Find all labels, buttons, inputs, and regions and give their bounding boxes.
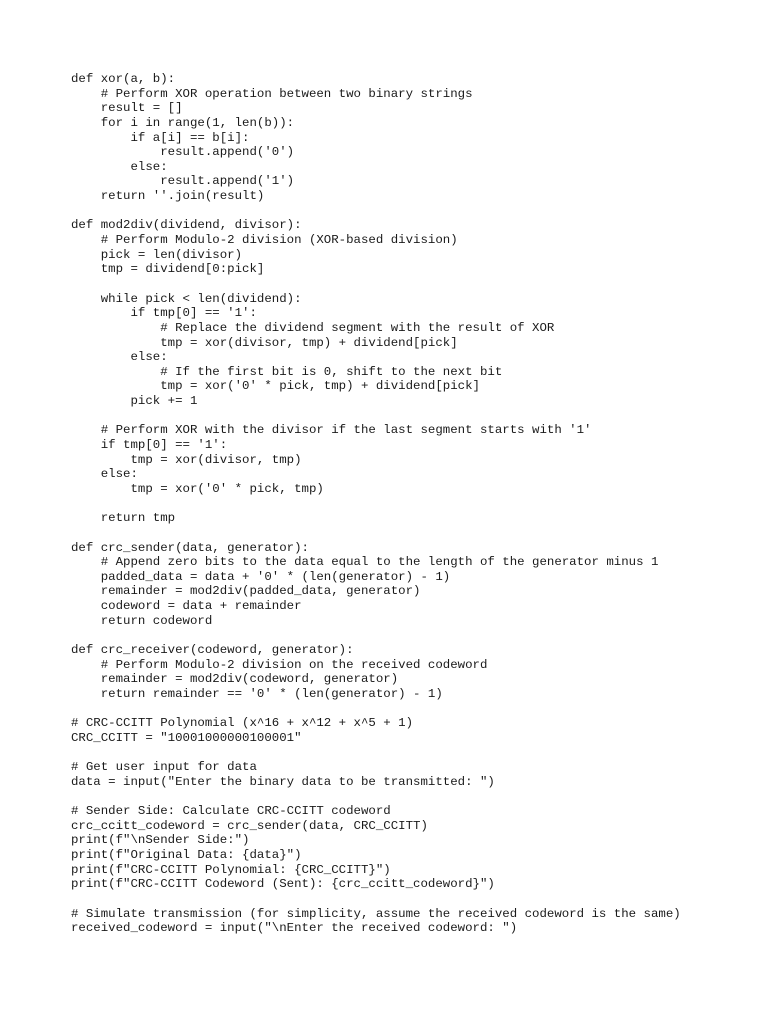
code-line: while pick < len(dividend):: [71, 291, 302, 306]
code-line: print(f"Original Data: {data}"): [71, 847, 302, 862]
code-line: result.append('1'): [71, 174, 295, 189]
code-line: tmp = dividend[0:pick]: [71, 262, 265, 277]
code-line: data = input("Enter the binary data to be transmitted: "): [71, 774, 495, 789]
code-line: def crc_sender(data, generator):: [71, 540, 309, 555]
blank-line: [71, 526, 751, 541]
blank-line: [71, 702, 751, 717]
code-line: # CRC-CCITT Polynomial (x^16 + x^12 + x^5 + 1): [71, 716, 414, 731]
code-line: CRC_CCITT = "10001000000100001": [71, 730, 302, 745]
code-line: else:: [71, 350, 168, 365]
code-line: for i in range(1, len(b)):: [71, 115, 295, 130]
code-line: return ''.join(result): [71, 189, 265, 204]
code-line: # Append zero bits to the data equal to the length of the generator minus 1: [71, 555, 659, 570]
code-line: codeword = data + remainder: [71, 599, 302, 614]
code-line: # If the first bit is 0, shift to the next bit: [71, 364, 503, 379]
code-line: # Perform XOR with the divisor if the last segment starts with '1': [71, 423, 592, 438]
code-line: def crc_receiver(codeword, generator):: [71, 642, 354, 657]
blank-line: [71, 892, 751, 907]
code-line: tmp = xor('0' * pick, tmp): [71, 481, 324, 496]
code-line: if a[i] == b[i]:: [71, 130, 250, 145]
code-line: return codeword: [71, 613, 213, 628]
blank-line: [71, 497, 751, 512]
code-line: tmp = xor('0' * pick, tmp) + dividend[pick]: [71, 379, 480, 394]
code-line: padded_data = data + '0' * (len(generator) - 1): [71, 569, 451, 584]
code-line: return tmp: [71, 511, 176, 526]
code-line: if tmp[0] == '1':: [71, 306, 257, 321]
code-line: else:: [71, 467, 138, 482]
blank-line: [71, 277, 751, 292]
code-line: print(f"CRC-CCITT Codeword (Sent): {crc_ccitt_codeword}"): [71, 877, 495, 892]
blank-line: [71, 628, 751, 643]
blank-line: [71, 204, 751, 219]
code-line: return remainder == '0' * (len(generator) - 1): [71, 686, 443, 701]
code-line: pick = len(divisor): [71, 247, 243, 262]
code-line: pick += 1: [71, 394, 198, 409]
code-line: print(f"\nSender Side:"): [71, 833, 250, 848]
code-line: # Perform XOR operation between two binary strings: [71, 86, 473, 101]
code-line: # Perform Modulo-2 division (XOR-based division): [71, 233, 458, 248]
code-line: else:: [71, 159, 168, 174]
code-line: result.append('0'): [71, 145, 295, 160]
blank-line: [71, 409, 751, 424]
code-line: result = []: [71, 101, 183, 116]
code-line: def mod2div(dividend, divisor):: [71, 218, 302, 233]
code-line: tmp = xor(divisor, tmp) + dividend[pick]: [71, 335, 458, 350]
code-block: [71, 72, 751, 936]
code-line: tmp = xor(divisor, tmp): [71, 452, 302, 467]
code-line: crc_ccitt_codeword = crc_sender(data, CRC_CCITT): [71, 818, 428, 833]
code-line: # Perform Modulo-2 division on the received codeword: [71, 657, 488, 672]
code-line: remainder = mod2div(padded_data, generator): [71, 584, 421, 599]
code-line: # Sender Side: Calculate CRC-CCITT codeword: [71, 804, 391, 819]
code-line: # Replace the dividend segment with the result of XOR: [71, 320, 555, 335]
code-line: received_codeword = input("\nEnter the received codeword: "): [71, 921, 518, 936]
code-line: print(f"CRC-CCITT Polynomial: {CRC_CCITT}"): [71, 862, 391, 877]
blank-line: [71, 789, 751, 804]
code-line: def xor(a, b):: [71, 72, 176, 86]
code-line: # Get user input for data: [71, 760, 257, 775]
code-line: # Simulate transmission (for simplicity, assume the received codeword is the same): [71, 906, 681, 921]
code-line: remainder = mod2div(codeword, generator): [71, 672, 399, 687]
blank-line: [71, 745, 751, 760]
code-line: if tmp[0] == '1':: [71, 438, 228, 453]
